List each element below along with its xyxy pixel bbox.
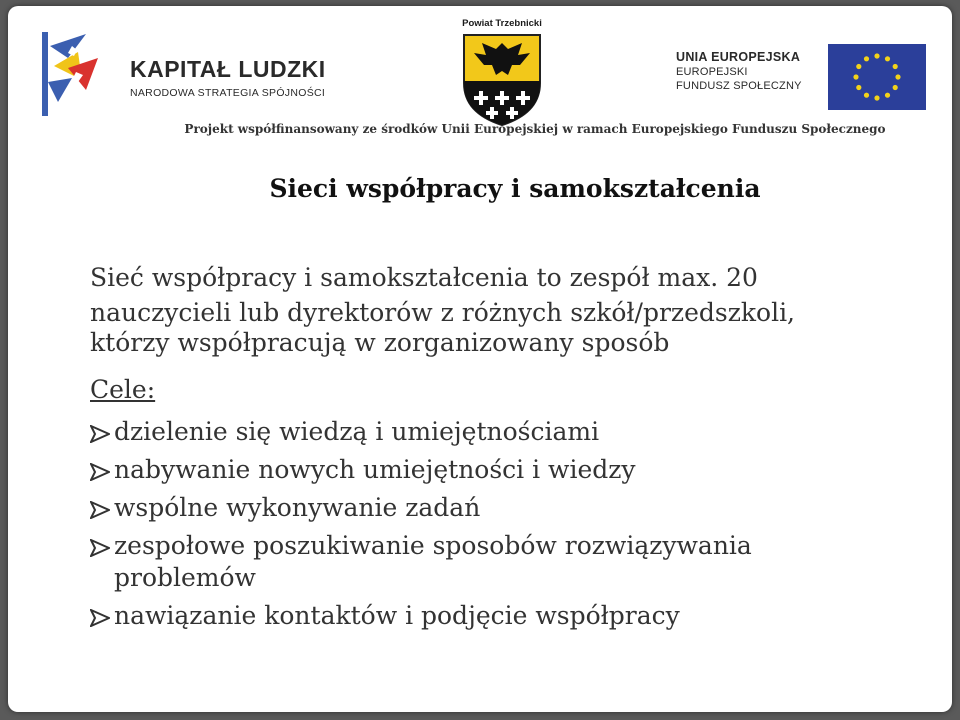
definition-line: Sieć współpracy i samokształcenia to zespół max. 20: [90, 263, 758, 292]
arrow-bullet-icon: [90, 501, 110, 519]
project-cofinancing-line: [8, 122, 952, 136]
list-item: [90, 454, 940, 486]
definition-line: którzy współpracują w zorganizowany sposób: [90, 328, 670, 357]
kapital-ludzki-title: KAPITAŁ LUDZKI: [130, 56, 326, 82]
eu-line-2: FUNDUSZ SPOŁECZNY: [676, 80, 802, 92]
powiat-logo: [456, 18, 548, 128]
goal-text: zespołowe poszukiwanie sposobów rozwiązywania: [114, 531, 752, 560]
list-item: [90, 416, 940, 448]
arrow-bullet-icon: [90, 539, 110, 557]
kapital-ludzki-logo: [38, 28, 358, 120]
coat-of-arms-icon: [460, 31, 544, 127]
list-item: [90, 600, 940, 632]
eu-flag-icon: [828, 44, 926, 110]
page-title: Sieci współpracy i samokształcenia: [269, 174, 761, 203]
goals-list: [90, 372, 940, 638]
eu-line-1: EUROPEJSKI: [676, 66, 748, 78]
project-cofinancing-text: Projekt współfinansowany ze środków Unii Europejskiej w ramach Europejskiego Funduszu Społecznego: [184, 122, 886, 136]
powiat-label: Powiat Trzebnicki: [462, 18, 542, 29]
kapital-ludzki-emblem-icon: [38, 28, 108, 120]
goal-text: wspólne wykonywanie zadań: [114, 493, 481, 522]
goal-text: nawiązanie kontaktów i podjęcie współpracy: [114, 601, 680, 630]
goals-label: Cele:: [90, 375, 156, 404]
list-item: [90, 530, 940, 594]
definition-line: nauczycieli lub dyrektorów z różnych szkół/przedszkoli,: [90, 298, 796, 327]
eu-fund-label: [676, 50, 802, 92]
kapital-ludzki-subtitle: NARODOWA STRATEGIA SPÓJNOŚCI: [130, 87, 326, 99]
goal-text-continuation: problemów: [114, 563, 256, 592]
arrow-bullet-icon: [90, 609, 110, 627]
slide: [8, 6, 952, 712]
logo-banner: [8, 6, 952, 156]
list-item: [90, 492, 940, 524]
goal-text: dzielenie się wiedzą i umiejętnościami: [114, 417, 600, 446]
arrow-bullet-icon: [90, 425, 110, 443]
eu-title: UNIA EUROPEJSKA: [676, 50, 801, 64]
arrow-bullet-icon: [90, 463, 110, 481]
definition-paragraph: [90, 258, 940, 358]
goal-text: nabywanie nowych umiejętności i wiedzy: [114, 455, 636, 484]
